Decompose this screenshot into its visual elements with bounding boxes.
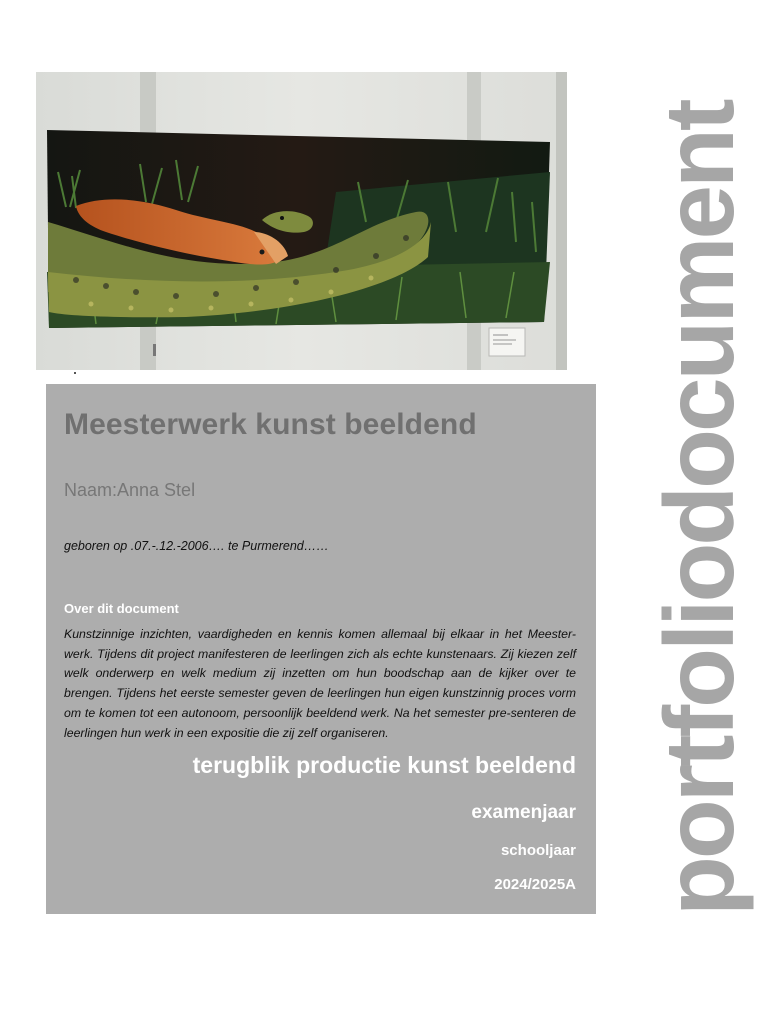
vertical-title: portfoliodocument — [644, 101, 754, 916]
painting-photo — [36, 72, 567, 370]
about-heading: Over dit document — [64, 601, 179, 616]
birth-line: geboren op .07.-.12.-2006…. te Purmerend…… — [64, 539, 329, 553]
vertical-title-container — [644, 96, 754, 916]
cover-panel — [46, 384, 596, 914]
student-name: Naam:Anna Stel — [64, 480, 196, 500]
tick-mark — [74, 372, 76, 374]
school-year-value: 2024/2025A — [494, 876, 576, 893]
about-text: Kunstzinnige inzichten, vaardigheden en kennis komen allemaal bij elkaar in het Meester-werk. Tijdens dit project manifesteren de leerlingen zich als echte kunstenaars. Zij kiezen zelf welk onderwerp en welk medium zij inzetten om hun boodschap aan de kijker over te brengen. Tijdens het eerste semester geven de leerlingen hun eigen kunstzinnig proces vorm om te komen tot een autonoom, persoonlijk beeldend werk. Na het semester pre-senteren de leerlingen hun werk in een expositie die zij zelf organiseren. — [64, 627, 576, 740]
exam-year-label: examenjaar — [471, 802, 576, 823]
document-title: Meesterwerk kunst beeldend — [64, 408, 477, 441]
subtitle: terugblik productie kunst beeldend — [192, 752, 576, 778]
school-year-label: schooljaar — [500, 842, 576, 859]
